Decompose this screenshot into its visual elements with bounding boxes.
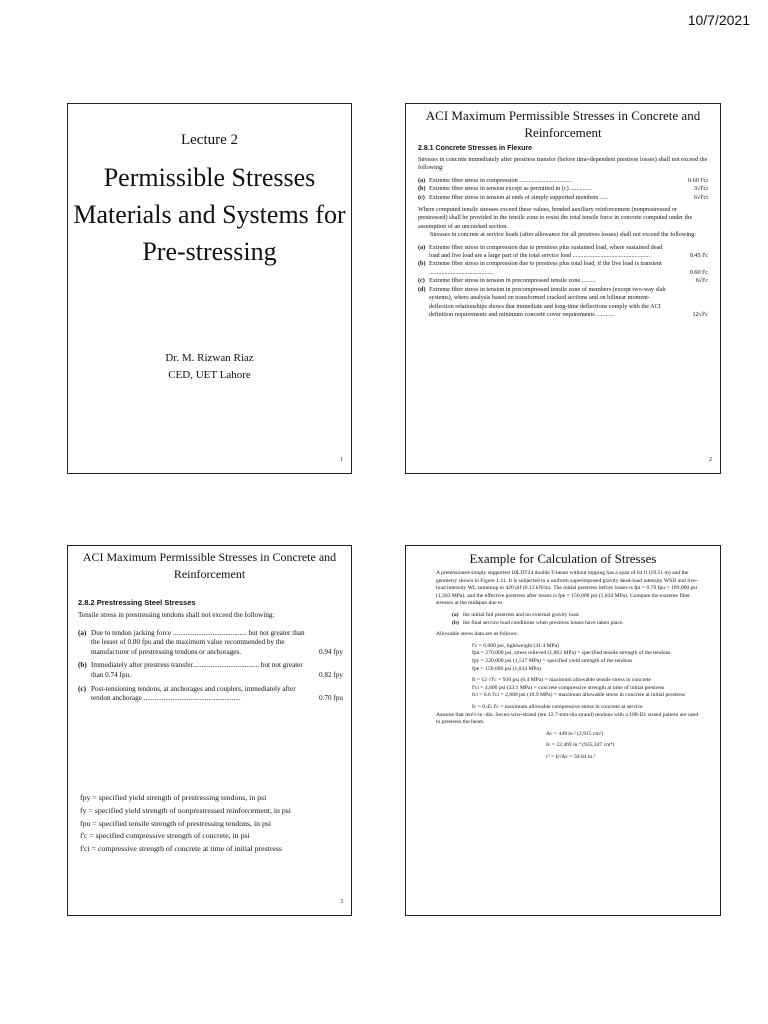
allowable-item: ft = 12 √f'c = 930 psi (6.4 MPa) = maximum allowable tensile stress in concrete [472, 677, 651, 684]
slide-3-title [74, 549, 345, 583]
item-text: Extreme fiber stress in compression due to prestress plus sustained load, where sustained dead load and live load are a large part of the total service load .................................................. [429, 243, 663, 260]
item-value: 0.60 f'ci [687, 176, 708, 184]
item-label: (c) [78, 684, 86, 693]
header-date: 10/7/2021 [687, 12, 750, 28]
slide-1 [67, 103, 352, 474]
slide-4-body [436, 570, 702, 761]
slide-3-body [78, 598, 343, 704]
section-heading: 2.8.1 Concrete Stresses in Flexure [418, 145, 532, 152]
title-line: Pre-stressing [142, 237, 277, 266]
item-text: the initial full prestress and no external gravity load [463, 611, 579, 618]
item-text: Due to tendon jacking force ......................................... but not greater than the lesser of 0.80 fpu and the maximum value recommended by the manufacturer of prestressing tendons or anchorages. [91, 628, 305, 656]
list-item [418, 286, 708, 320]
list-item [436, 612, 702, 620]
item-label: (a) [78, 628, 87, 637]
allowable-item: fc = 0.45 f'c = maximum allowable compressive stress in concrete at service [472, 703, 643, 710]
item-text: the final service load conditions when prestress losses have taken place. [463, 619, 624, 626]
item-value: 3√f'ci [693, 185, 708, 193]
list-item [78, 661, 343, 680]
item-label: (d) [418, 285, 426, 293]
list-item [418, 194, 708, 202]
item-value: 0.82 fpy [319, 670, 343, 679]
item-text: Extreme fiber stress in tension at ends of simply supported members ..... [429, 193, 608, 201]
item-label: (b) [418, 260, 426, 268]
item-value: 0.60 f'c [689, 268, 708, 276]
item-text: Extreme fiber stress in compression due to prestress plus total load, if the live load is transient .......................................... [429, 260, 662, 276]
title-line: Reinforcement [524, 125, 602, 140]
list-item [78, 685, 343, 704]
item-text: Extreme fiber stress in tension in precompressed tensile zone of members (except two-way slab systems), where analysis based on transformed cracked sections and on bilinear moment-deflection relationships shows that immediate and long-time deflections comply with the ACI definition requirements and minimum concrete cover requirements ............ [429, 285, 666, 318]
list-item [436, 620, 702, 628]
title-line: Reinforcement [173, 567, 246, 581]
section-property: Ic = 22,469 in.⁴ (935,347 cm⁴) [546, 742, 615, 749]
allowable-item: fpe = 150,000 psi (1,034 MPa) [472, 665, 541, 672]
item-label: (c) [418, 193, 425, 201]
item-label: (a) [418, 176, 426, 184]
item-label: (b) [78, 661, 87, 670]
slide-3 [67, 545, 352, 916]
item-value: 0.70 fpu [319, 694, 343, 703]
slide-1-title [68, 159, 351, 270]
item-text: Extreme fiber stress in tension except as permitted in (c) .............. [429, 185, 592, 193]
list-item [418, 177, 708, 185]
lecture-label: Lecture 2 [180, 132, 239, 148]
author-block [68, 350, 351, 384]
item-label: (a) [418, 243, 426, 251]
slide-4-title: Example for Calculation of Stresses [469, 551, 657, 566]
title-line: Materials and Systems for [73, 200, 346, 229]
paragraph: Tensile stress in prestressing tendons shall not exceed the following: [78, 611, 275, 619]
item-label: (b) [418, 185, 426, 193]
item-value: 0.45 f'c [689, 252, 708, 260]
allowable-item: fpu = 270,000 psi, stress relieved (1,862 MPa) = specified tensile strength of the tendons [472, 650, 671, 657]
problem-statement: A pretensioned simply supported 10LDT24 double T-beam without topping has a span of 64 ft (19.51 m) and the geometry shown in Figure 1.11. It is subjected to a uniform superimposed gravity dead-load intensity WSD and live-load intensity WL summing to 420 plf (6.13 kN/m). The initial prestress before losses is fpi = 0.70 fpu = 189,000 psi (1,303 MPa), and the effective prestress after losses is fpe = 150,000 psi (1,034 MPa). Compute the extreme fiber stresses at the midspan due to [436, 570, 698, 607]
item-text: Post-tensioning tendons, at anchorages and couplers, immediately after tendon anchorage ...................................................... [91, 684, 296, 703]
section-property: Ac = 449 in.² (2,915 cm²) [546, 730, 604, 737]
section-heading: 2.8.2 Prestressing Steel Stresses [78, 598, 196, 607]
item-text: Immediately after prestress transfer..................................... but not greater than 0.74 fpu. [91, 661, 303, 679]
item-label: (c) [418, 277, 425, 285]
item-text: Extreme fiber stress in tension in precompressed tensile zone.......... [429, 277, 596, 285]
page-number: 1 [340, 457, 343, 463]
item-value: 6√f'c [695, 277, 708, 285]
definition: f'c = specified compressive strength of concrete, in psi [80, 831, 250, 841]
allowable-item: f'c = 6,000 psi, lightweight (41.4 MPa) [472, 642, 559, 649]
title-line: ACI Maximum Permissible Stresses in Concrete and [425, 108, 701, 123]
definition: fpy = specified yield strength of prestressing tendons, in psi [80, 793, 267, 802]
item-value: 0.94 fpy [319, 647, 343, 656]
slide-4 [405, 545, 721, 916]
list-item [418, 185, 708, 193]
section-property: r² = Ic/Ac = 50.04 in.² [546, 753, 596, 760]
slide-2-title [414, 107, 712, 141]
list-item [418, 260, 708, 277]
definition: fy = specified yield strength of nonprestressed reinforcement, in psi [80, 805, 291, 815]
author-affiliation: CED, UET Lahore [168, 369, 251, 381]
allowable-item: fci = 0.6 f'ci = 2,880 psi (19.9 MPa) = maximum allowable stress in concrete at initial prestress [472, 692, 686, 699]
list-item [78, 629, 343, 658]
author-name: Dr. M. Rizwan Riaz [165, 352, 254, 364]
allowable-heading: Allowable stress data are as follows: [436, 631, 518, 638]
page-number: 2 [709, 457, 712, 463]
title-line: ACI Maximum Permissible Stresses in Concrete and [82, 550, 337, 564]
assumption: Assume that ten½-in.-dia. Seven-wire-strand (ten 12.7-mm-dia strand) tendons with a 108-D1 strand pattern are used to prestress the beam. [436, 711, 699, 726]
definition: f'ci = compressive strength of concrete at time of initial prestress [80, 844, 282, 854]
slide-2 [405, 103, 721, 474]
list-item [418, 277, 708, 285]
item-label: (b) [452, 619, 459, 626]
allowable-item: f'ci = 4,800 psi (33.1 MPa) = concrete compressive strength at time of initial prestress [472, 684, 665, 691]
item-label: (a) [452, 611, 459, 618]
paragraph: Stresses in concrete at service loads (after allowance for all prestress losses) shall not exceed the following: [430, 231, 696, 239]
item-value: 12√f'c [692, 310, 708, 318]
slide-2-body [418, 145, 708, 319]
allowable-item: fpy = 220,000 psi (1,517 MPa) = specified yield strength of the tendons [472, 657, 633, 664]
paragraph: Stresses in concrete immediately after prestress transfer (before time-dependent prestress losses) shall not exceed the following: [418, 156, 708, 172]
item-value: 6√f'ci [693, 193, 708, 201]
item-text: Extreme fiber stress in compression .................................. [429, 176, 572, 184]
list-item [418, 244, 708, 261]
title-line: Permissible Stresses [103, 163, 316, 192]
page-number: 3 [340, 899, 343, 905]
paragraph: Where computed tensile stresses exceed these values, bonded auxiliary reinforcement (nonprestressed or prestressed) shall be provided in the tensile zone to resist the total tensile force in concrete computed under the assumption of an uncracked section. [418, 206, 693, 230]
definitions-list [80, 792, 343, 856]
definition: fpu = specified tensile strength of prestressing tendons, in psi [80, 818, 272, 828]
